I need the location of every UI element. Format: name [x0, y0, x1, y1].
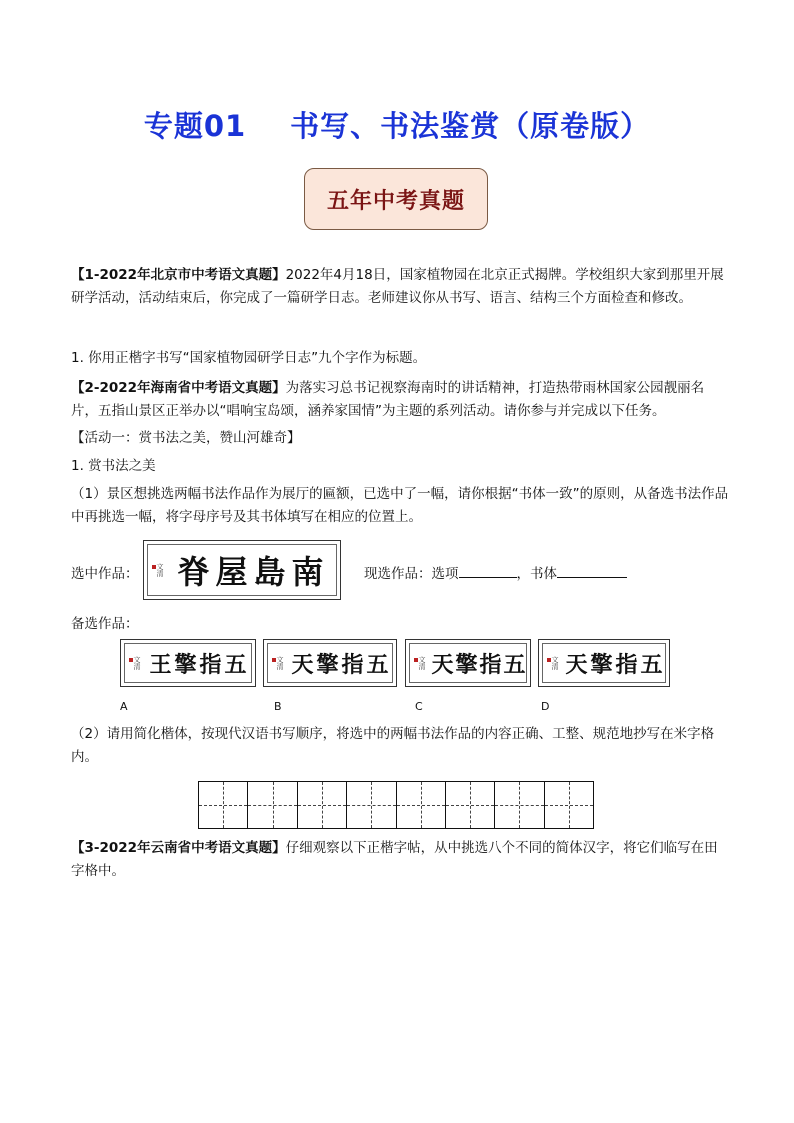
question-3-body: 仔细观察以下正楷字帖，从中挑选八个不同的简体汉字，将它们临写在田字格中。	[71, 840, 718, 879]
grid-cell[interactable]	[397, 782, 446, 828]
font-style-answer-blank[interactable]	[557, 563, 627, 578]
selected-work-label: 选中作品：	[71, 566, 139, 582]
title-number: 专题01	[143, 109, 247, 143]
question-2-sub-1: （1）景区想挑选两幅书法作品作为展厅的匾额，已选中了一幅，请你根据“书体一致”的原则，从备选书法作品中再挑选一幅，将字母序号及其书体填写在相应的位置上。	[71, 486, 729, 525]
grid-cell[interactable]	[545, 782, 593, 828]
document-title	[0, 104, 794, 145]
font-style-label: ，书体	[516, 566, 557, 582]
question-2-item-1: 1. 赏书法之美	[71, 458, 156, 474]
current-option-label: 现选作品：选项	[364, 566, 459, 582]
grid-cell[interactable]	[347, 782, 396, 828]
option-a-text: 王擎指五	[149, 651, 250, 678]
question-2-body: 为落实习总书记视察海南时的讲话精神，打造热带雨林国家公园靓丽名片，五指山景区正举办以“唱响宝岛颂，涵养家国情”为主题的系列活动。请你参与并完成以下任务。	[71, 380, 705, 419]
options-label: 备选作品：	[71, 616, 139, 632]
option-b-letter: B	[274, 700, 282, 713]
section-heading-box	[304, 168, 488, 230]
selected-calligraphy	[143, 540, 341, 600]
option-b-calligraphy: 文清 天擎指五	[263, 639, 397, 687]
option-d-letter: D	[541, 700, 550, 713]
option-b-text: 天擎指五	[291, 651, 392, 678]
option-c-text: 天擎指五	[431, 651, 528, 678]
selected-calligraphy-text: 脊屋島南	[177, 553, 330, 591]
answer-line	[364, 562, 627, 582]
section-heading: 五年中考真题	[326, 187, 465, 214]
question-2-sub-2: （2）请用简化楷体，按现代汉语书写顺序，将选中的两幅书法作品的内容正确、工整、规范地抄写在米字格内。	[71, 726, 715, 765]
grid-cell[interactable]	[495, 782, 544, 828]
question-3	[71, 837, 731, 883]
writing-grid[interactable]	[198, 781, 594, 829]
option-a-calligraphy: 文清 王擎指五	[120, 639, 256, 687]
grid-cell[interactable]	[446, 782, 495, 828]
option-c-letter: C	[415, 700, 423, 713]
activity-heading: 【活动一：赏书法之美，赞山河雄奇】	[71, 430, 301, 446]
option-c-calligraphy: 文清 天擎指五	[405, 639, 531, 687]
question-2-tag: 【2-2022年海南省中考语文真题】	[71, 380, 286, 396]
grid-cell[interactable]	[199, 782, 248, 828]
option-a-letter: A	[120, 700, 128, 713]
title-text: 书写、书法鉴赏（原卷版）	[290, 109, 651, 143]
question-1-body: 2022年4月18日，国家植物园在北京正式揭牌。学校组织大家到那里开展研学活动，活动结束后，你完成了一篇研学日志。老师建议你从书写、语言、结构三个方面检查和修改。	[71, 267, 724, 306]
question-2	[71, 377, 731, 423]
grid-cell[interactable]	[248, 782, 297, 828]
seal-stamp: 文清	[152, 563, 163, 577]
grid-cell[interactable]	[298, 782, 347, 828]
question-1-tag: 【1-2022年北京市中考语文真题】	[71, 267, 286, 283]
option-answer-blank[interactable]	[459, 563, 517, 578]
question-1	[71, 264, 731, 310]
option-d-text: 天擎指五	[565, 651, 666, 678]
option-d-calligraphy: 文清 天擎指五	[538, 639, 670, 687]
question-1-item: 1. 你用正楷字书写“国家植物园研学日志”九个字作为标题。	[71, 350, 427, 366]
question-3-tag: 【3-2022年云南省中考语文真题】	[71, 840, 286, 856]
